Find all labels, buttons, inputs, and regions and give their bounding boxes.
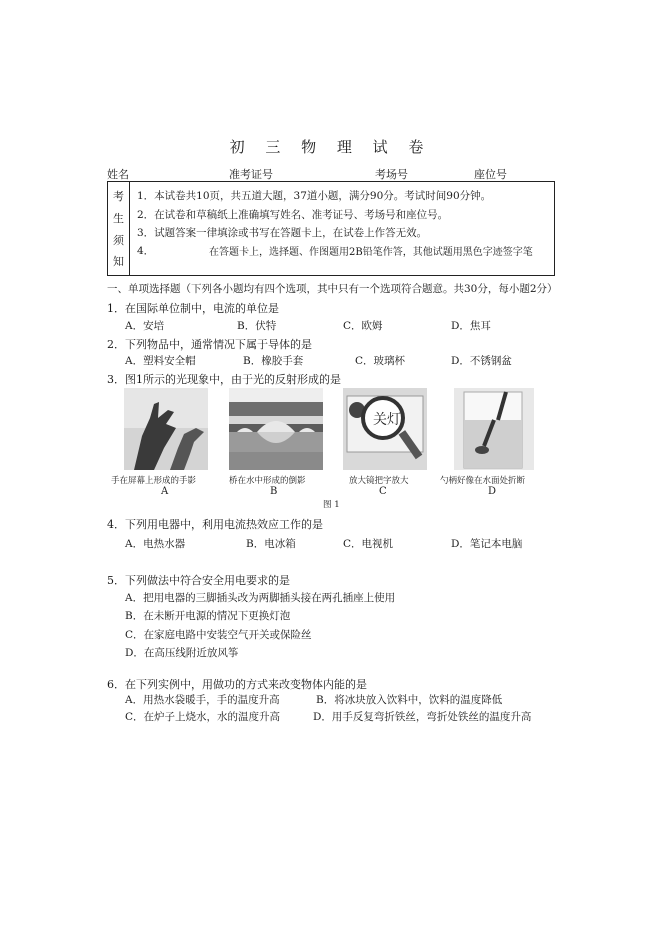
notice-line: 4． bbox=[137, 245, 155, 257]
question-stem: 5．下列做法中符合安全用电要求的是 bbox=[107, 574, 290, 587]
hand-shadow-photo bbox=[124, 388, 208, 470]
page-title: 初 三 物 理 试 卷 bbox=[229, 138, 432, 156]
notice-line: 在答题卡上，选择题、作图题用2B铅笔作答，其他试题用黑色字迹签字笔 bbox=[209, 247, 533, 258]
option: B．在未断开电源的情况下更换灯泡 bbox=[125, 610, 291, 622]
option: C．在炉子上烧水，水的温度升高 bbox=[125, 711, 281, 723]
figure-caption: 桥在水中形成的倒影 bbox=[229, 476, 306, 486]
figure-label: 图 1 bbox=[323, 500, 340, 510]
option: B．电冰箱 bbox=[246, 538, 296, 550]
name-field bbox=[107, 166, 204, 182]
exam-no-field bbox=[229, 166, 357, 182]
question-stem: 2．下列物品中，通常情况下属于导体的是 bbox=[107, 338, 312, 351]
room-field bbox=[375, 166, 458, 182]
question-stem: 1．在国际单位制中，电流的单位是 bbox=[107, 302, 279, 315]
exam-no-label: 准考证号 bbox=[229, 168, 273, 181]
notice-label-char: 生 bbox=[113, 212, 124, 225]
option: A．塑料安全帽 bbox=[125, 355, 196, 367]
notice-label-char: 须 bbox=[113, 234, 124, 247]
option: D．笔记本电脑 bbox=[451, 538, 523, 550]
notice-line: 2．在试卷和草稿纸上准确填写姓名、准考证号、考场号和座位号。 bbox=[137, 209, 449, 221]
option: A．电热水器 bbox=[125, 538, 186, 550]
spoon-in-water-photo bbox=[454, 388, 534, 470]
option: D．焦耳 bbox=[451, 320, 491, 332]
figure-letter: C bbox=[379, 486, 387, 497]
notice-label bbox=[108, 182, 130, 275]
figure-letter: B bbox=[270, 486, 278, 497]
figure-caption: 勺柄好像在水面处折断 bbox=[440, 476, 526, 486]
bridge-reflection-photo bbox=[229, 388, 323, 470]
notice-line: 3．试题答案一律填涂或书写在答题卡上，在试卷上作答无效。 bbox=[137, 227, 428, 239]
seat-field bbox=[474, 166, 547, 182]
option: C．玻璃杯 bbox=[355, 355, 406, 367]
magnifier-photo bbox=[343, 388, 427, 470]
option: B．将冰块放入饮料中，饮料的温度降低 bbox=[316, 694, 503, 706]
figure-caption: 放大镜把字放大 bbox=[349, 476, 409, 486]
figure-letter: A bbox=[161, 486, 169, 497]
option: D．在高压线附近放风筝 bbox=[125, 647, 239, 659]
option: C．欧姆 bbox=[343, 320, 383, 332]
question-stem: 6．在下列实例中，用做功的方式来改变物体内能的是 bbox=[107, 678, 367, 691]
magnified-sign-text: 关灯 bbox=[373, 412, 401, 428]
option: C．在家庭电路中安装空气开关或保险丝 bbox=[125, 629, 312, 641]
option: A．把用电器的三脚插头改为两脚插头接在两孔插座上使用 bbox=[125, 592, 396, 604]
figure-caption: 手在屏幕上形成的手影 bbox=[111, 476, 197, 486]
option: B．橡胶手套 bbox=[243, 355, 304, 367]
question-stem: 3．图1所示的光现象中，由于光的反射形成的是 bbox=[107, 373, 341, 386]
name-label: 姓名 bbox=[107, 168, 129, 181]
exam-notice-box bbox=[107, 181, 555, 276]
section-heading: 一、单项选择题（下列各小题均有四个选项，其中只有一个选项符合题意。共30分，每小题2分） bbox=[107, 283, 558, 295]
option: D．用手反复弯折铁丝，弯折处铁丝的温度升高 bbox=[313, 711, 532, 723]
option: B．伏特 bbox=[237, 320, 277, 332]
room-label: 考场号 bbox=[375, 168, 408, 181]
question-stem: 4．下列用电器中，利用电流热效应工作的是 bbox=[107, 518, 323, 531]
notice-line: 1．本试卷共10页，共五道大题，37道小题，满分90分。考试时间90分钟。 bbox=[137, 190, 492, 202]
figure-letter: D bbox=[488, 486, 497, 497]
option: A．安培 bbox=[125, 320, 165, 332]
seat-label: 座位号 bbox=[474, 168, 507, 181]
option: A．用热水袋暖手，手的温度升高 bbox=[125, 694, 280, 706]
option: D．不锈钢盆 bbox=[451, 355, 512, 367]
option: C．电视机 bbox=[343, 538, 394, 550]
notice-label-char: 考 bbox=[113, 190, 124, 203]
notice-label-char: 知 bbox=[113, 255, 124, 268]
